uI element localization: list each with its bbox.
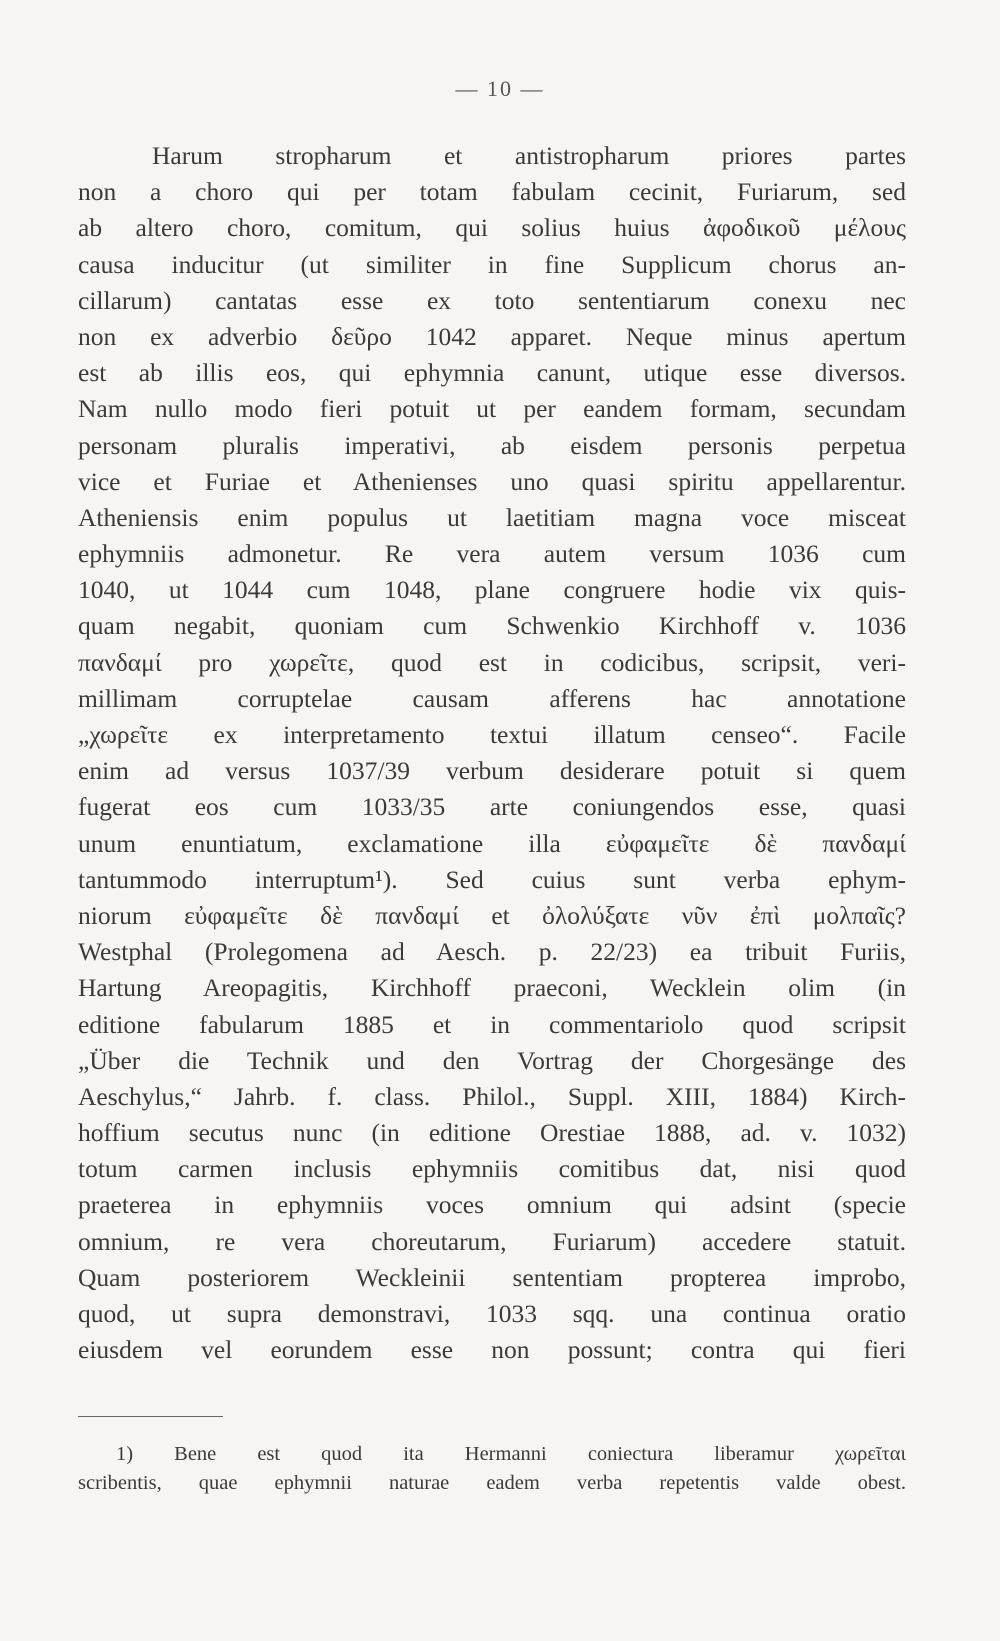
- text-line: quod, ut supra demonstravi, 1033 sqq. una continua oratio: [78, 1299, 906, 1328]
- text-line: πανδαμί pro χωρεῖτε, quod est in codicibus, scripsit, veri-: [78, 647, 906, 677]
- text-line: causa inducitur (ut similiter in fine Supplicum chorus an-: [78, 249, 906, 279]
- text-line: hoffium secutus nunc (in editione Orestiae 1888, ad. v. 1032): [78, 1118, 906, 1148]
- text-line: ephymniis admonetur. Re vera autem versum 1036 cum: [78, 539, 906, 569]
- text-line: Nam nullo modo fieri potuit ut per eandem formam, secundam: [78, 394, 906, 424]
- text-line: enim ad versus 1037/39 verbum desiderare potuit si quem: [78, 756, 906, 786]
- footnote-divider: [78, 1416, 223, 1417]
- text-line: Aeschylus,“ Jahrb. f. class. Philol., Suppl. XIII, 1884) Kirch-: [78, 1081, 906, 1111]
- text-line: ab altero choro, comitum, qui solius huius ἀφοδικοῦ μέλους: [78, 213, 906, 243]
- text-line: „χωρεῖτε ex interpretamento textui illatum censeo“. Facile: [78, 720, 906, 749]
- text-line: vice et Furiae et Athenienses uno quasi spiritu appellarentur.: [78, 466, 906, 496]
- text-line: Harum stropharum et antistropharum priores partes: [152, 141, 906, 170]
- text-line: unum enuntiatum, exclamatione illa εὐφαμεῖτε δὲ πανδαμί: [78, 828, 906, 858]
- text-line: millimam corruptelae causam afferens hac annotatione: [78, 683, 906, 713]
- text-line: „Über die Technik und den Vortrag der Chorgesänge des: [78, 1045, 906, 1075]
- text-line: Atheniensis enim populus ut laetitiam magna voce misceat: [78, 502, 906, 532]
- text-line: Hartung Areopagitis, Kirchhoff praeconi, Wecklein olim (in: [78, 973, 906, 1003]
- text-line: praeterea in ephymniis voces omnium qui adsint (specie: [78, 1190, 906, 1220]
- text-line: personam pluralis imperativi, ab eisdem personis perpetua: [78, 430, 906, 460]
- text-line: niorum εὐφαμεῖτε δὲ πανδαμί et ὀλολύξατε νῦν ἐπὶ μολπαῖς?: [78, 900, 906, 930]
- text-line: omnium, re vera choreutarum, Furiarum) accedere statuit.: [78, 1226, 906, 1256]
- main-text: [78, 138, 906, 1368]
- text-line: editione fabularum 1885 et in commentariolo quod scripsit: [78, 1009, 906, 1039]
- footnote-line: scribentis, quae ephymnii naturae eadem verba repetentis valde obest.: [78, 1472, 906, 1494]
- text-line: est ab illis eos, qui ephymnia canunt, utique esse diversos.: [78, 358, 906, 388]
- text-line: totum carmen inclusis ephymniis comitibus dat, nisi quod: [78, 1154, 906, 1184]
- text-line: tantummodo interruptum¹). Sed cuius sunt verba ephym-: [78, 864, 906, 894]
- text-line: cillarum) cantatas esse ex toto sententiarum conexu nec: [78, 285, 906, 315]
- text-line: fugerat eos cum 1033/35 arte coniungendos esse, quasi: [78, 792, 906, 822]
- page-number: — 10 —: [455, 76, 545, 101]
- text-line: quam negabit, quoniam cum Schwenkio Kirchhoff v. 1036: [78, 611, 906, 641]
- text-line: eiusdem vel eorundem esse non possunt; contra qui fieri: [78, 1335, 906, 1365]
- text-line: non ex adverbio δεῦρο 1042 apparet. Neque minus apertum: [78, 321, 906, 351]
- text-line: 1040, ut 1044 cum 1048, plane congruere hodie vix quis-: [78, 575, 906, 605]
- text-line: Westphal (Prolegomena ad Aesch. p. 22/23) ea tribuit Furiis,: [78, 937, 906, 967]
- text-line: non a choro qui per totam fabulam cecinit, Furiarum, sed: [78, 177, 906, 207]
- footnotes: [78, 1440, 906, 1498]
- footnote-line: 1) Bene est quod ita Hermanni coniectura liberamur χωρεῖται: [116, 1443, 906, 1465]
- text-line: Quam posteriorem Weckleinii sententiam propterea improbo,: [78, 1262, 906, 1292]
